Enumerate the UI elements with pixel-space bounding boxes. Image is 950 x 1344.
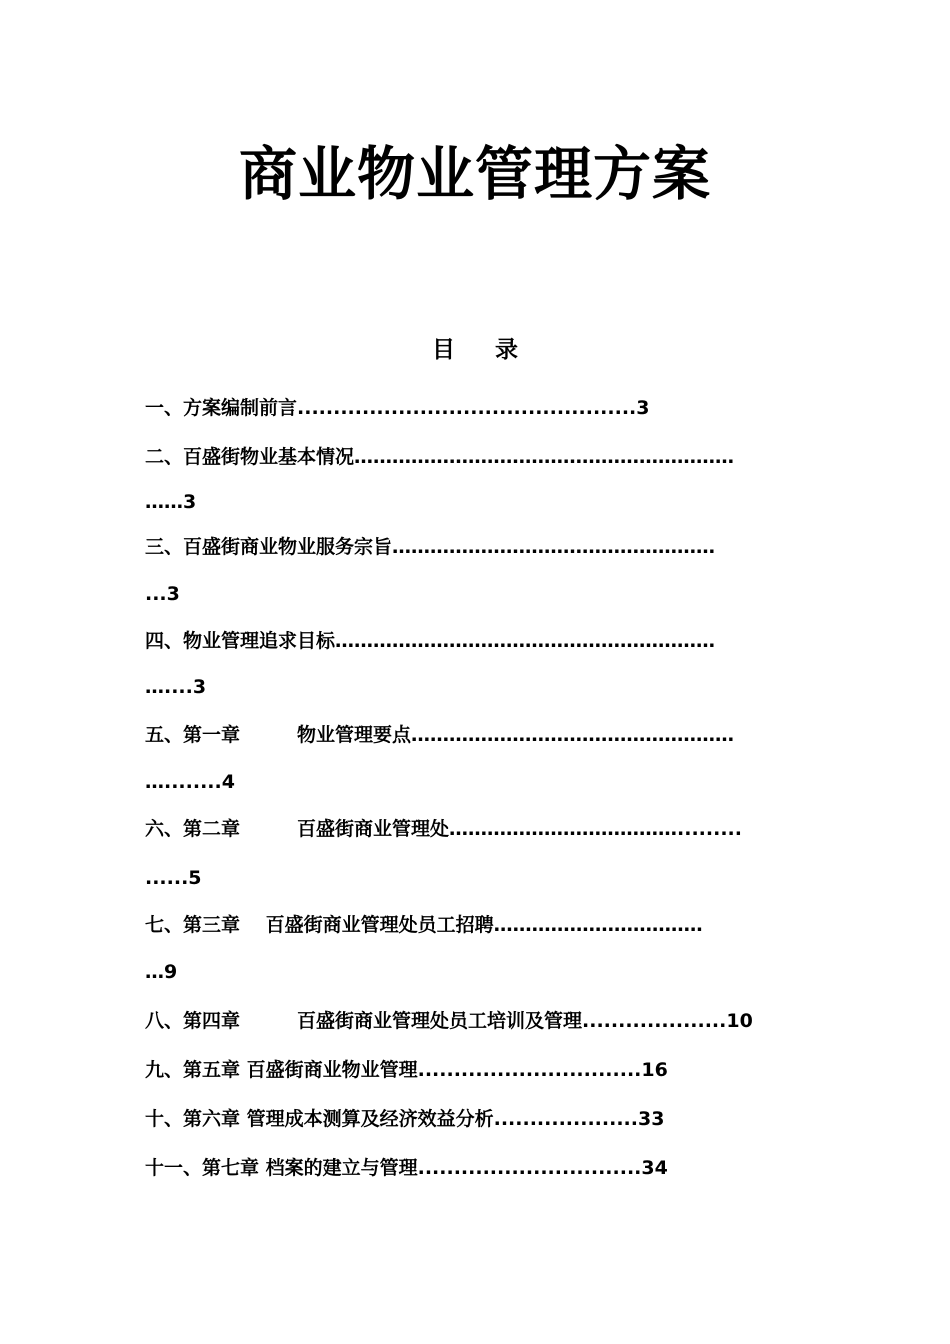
toc-leader-dots: ............................... <box>417 1059 642 1081</box>
toc-leader-dots: ............................... <box>417 1157 642 1179</box>
toc-continuation: …........4 <box>145 771 235 793</box>
toc-item-chapter-5[interactable] <box>145 1056 668 1084</box>
toc-item-label: 九、第五章 百盛街商业物业管理 <box>145 1059 418 1081</box>
toc-item-service-tenet-continuation <box>145 580 180 608</box>
toc-continuation: ...3 <box>145 583 180 605</box>
toc-item-chapter-1[interactable] <box>145 721 734 749</box>
toc-item-chapter-7[interactable] <box>145 1154 668 1182</box>
toc-item-label: 八、第四章 百盛街商业管理处员工培训及管理 <box>145 1010 583 1032</box>
toc-continuation: ……3 <box>145 491 197 513</box>
toc-item-management-goals-continuation <box>145 673 206 701</box>
toc-item-chapter-3-continuation <box>145 958 177 986</box>
toc-continuation: …9 <box>145 961 178 983</box>
toc-leader-dots: ………………………………......... <box>449 818 742 840</box>
toc-item-label: 七、第三章 百盛街商业管理处员工招聘 <box>145 914 494 936</box>
toc-leader-dots: .................... <box>493 1108 638 1130</box>
toc-item-chapter-2-continuation <box>145 864 202 892</box>
toc-item-chapter-3[interactable] <box>145 911 703 939</box>
toc-item-management-goals[interactable] <box>145 627 715 655</box>
toc-item-basic-info-continuation <box>145 488 196 516</box>
toc-item-label: 十、第六章 管理成本测算及经济效益分析 <box>145 1108 494 1130</box>
toc-item-chapter-4[interactable] <box>145 1007 753 1035</box>
toc-item-chapter-1-continuation <box>145 768 235 796</box>
toc-page-number: 16 <box>641 1059 668 1081</box>
document-title: 商业物业管理方案 <box>238 140 711 208</box>
toc-item-label: 六、第二章 百盛街商业管理处 <box>145 818 450 840</box>
toc-page-number: 3 <box>636 397 650 419</box>
toc-item-label: 三、百盛街商业物业服务宗旨 <box>145 536 393 558</box>
toc-item-chapter-2[interactable] <box>145 815 742 843</box>
toc-item-preface[interactable] <box>145 394 650 422</box>
toc-leader-dots: …………………………………………… <box>411 724 735 746</box>
toc-continuation: ......5 <box>145 867 202 889</box>
toc-page-number: 10 <box>726 1010 753 1032</box>
toc-leader-dots: .................... <box>582 1010 727 1032</box>
toc-leader-dots: …………………………… <box>493 914 703 936</box>
toc-page-number: 33 <box>637 1108 665 1130</box>
toc-heading: 目 录 <box>431 336 518 363</box>
toc-leader-dots: ............................................... <box>297 397 637 419</box>
toc-item-service-tenet[interactable] <box>145 533 715 561</box>
toc-leader-dots: …………………………………………………… <box>335 630 716 652</box>
toc-page-number: 34 <box>641 1157 668 1179</box>
toc-item-label: 十一、第七章 档案的建立与管理 <box>145 1157 418 1179</box>
toc-item-label: 四、物业管理追求目标 <box>145 630 336 652</box>
toc-item-chapter-6[interactable] <box>145 1105 664 1133</box>
toc-item-label: 一、方案编制前言 <box>145 397 298 419</box>
toc-continuation: …....3 <box>145 676 207 698</box>
toc-item-label: 五、第一章 物业管理要点 <box>145 724 412 746</box>
toc-item-basic-info[interactable] <box>145 443 734 471</box>
toc-leader-dots: …………………………………………………… <box>354 446 735 468</box>
toc-leader-dots: …………………………………………… <box>392 536 716 558</box>
toc-item-label: 二、百盛街物业基本情况 <box>145 446 355 468</box>
